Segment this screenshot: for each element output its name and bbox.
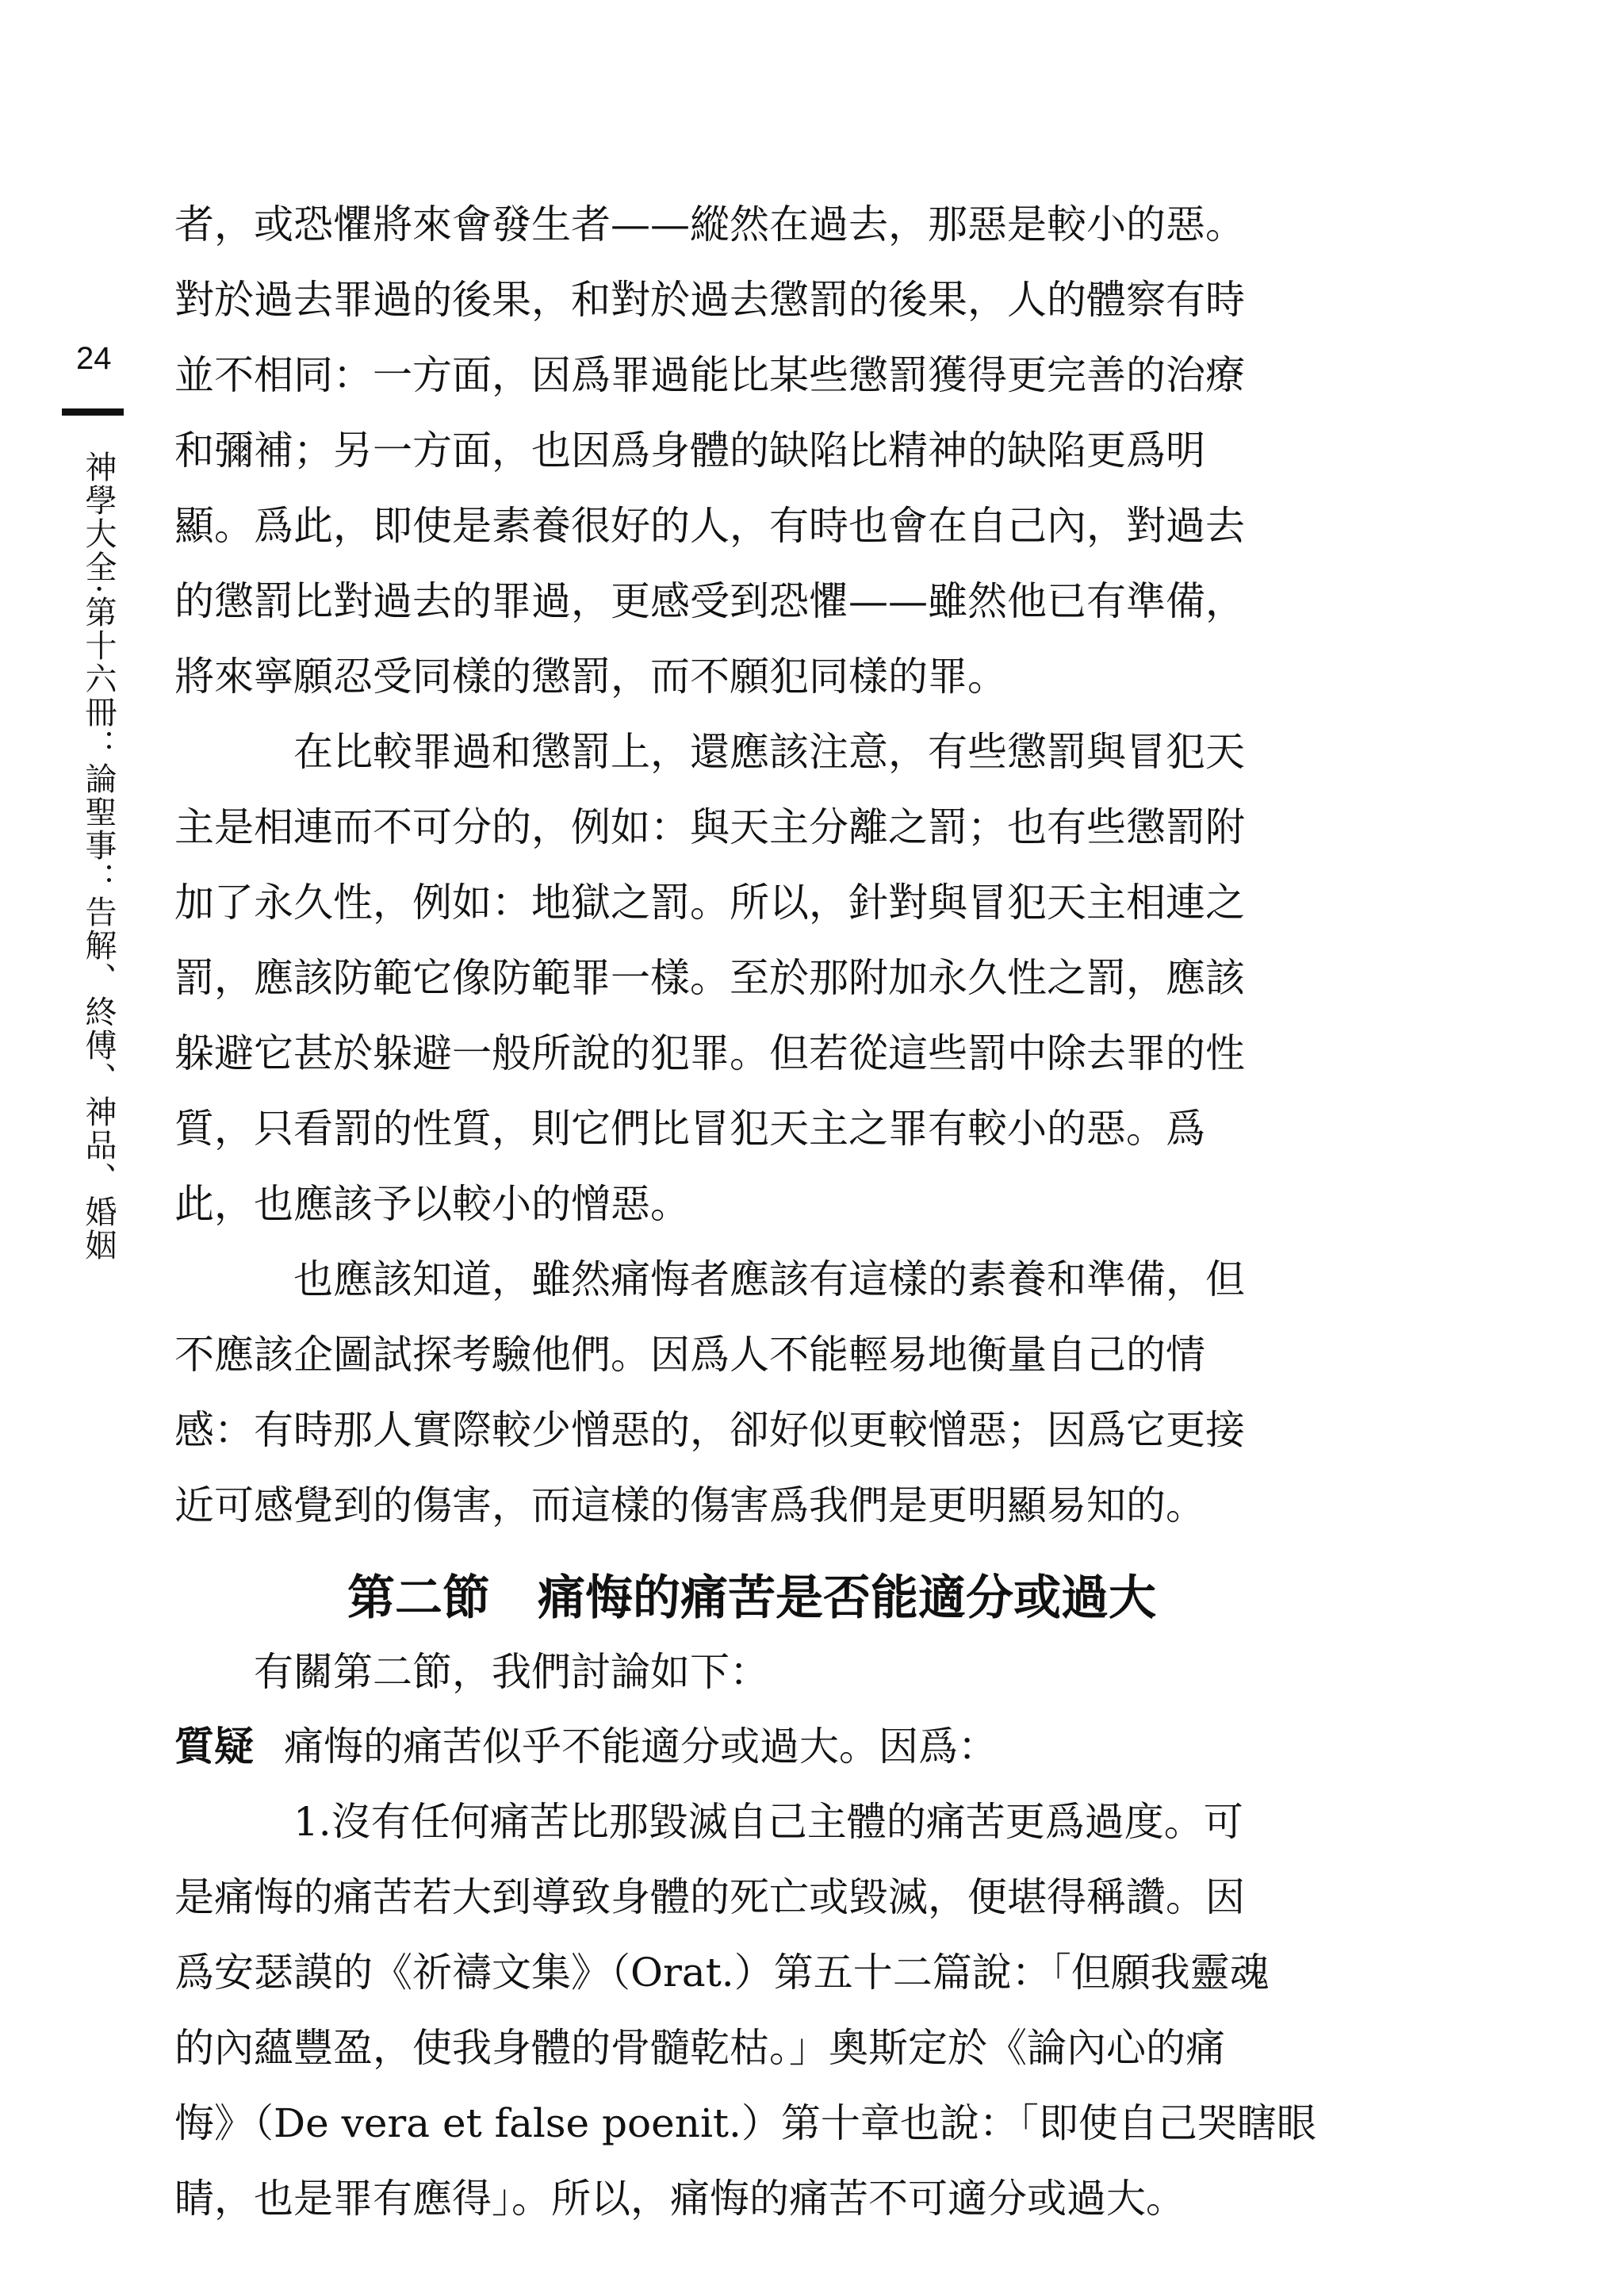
text-line: 罰，應該防範它像防範罪一樣。至於那附加永久性之罰，應該 <box>174 955 1245 1001</box>
text-line: 主是相連而不可分的，例如：與天主分離之罰；也有些懲罰附 <box>174 804 1245 850</box>
text-line: 躲避它甚於躲避一般所說的犯罪。但若從這些罰中除去罪的性 <box>174 1030 1245 1076</box>
text-line: 在比較罪過和懲罰上，還應該注意，有些懲罰與冒犯天 <box>293 729 1245 775</box>
section-heading <box>347 1560 1156 1628</box>
text-line: 也應該知道，雖然痛悔者應該有這樣的素養和準備，但 <box>293 1256 1245 1302</box>
text-line: 的懲罰比對過去的罪過，更感受到恐懼——雖然他已有準備， <box>174 578 1245 624</box>
section-title: 痛悔的痛苦是否能適分或過大 <box>538 1570 1156 1626</box>
text-line: 此，也應該予以較小的憎惡。 <box>174 1181 690 1227</box>
argument-line: 1.沒有任何痛苦比那毀滅自己主體的痛苦更爲過度。可 <box>293 1799 1243 1845</box>
query-label: 質疑 <box>174 1723 254 1770</box>
page-number: 24 <box>76 341 112 376</box>
argument-line: 睛，也是罪有應得」。所以，痛悔的痛苦不可適分或過大。 <box>174 2176 1185 2222</box>
argument-line: 悔》（De vera et false poenit.）第十章也說：「即使自己哭瞎眼 <box>174 2100 1316 2146</box>
text-line: 者，或恐懼將來會發生者——縱然在過去，那惡是較小的惡。 <box>174 201 1245 247</box>
argument-line: 的內蘊豐盈，使我身體的骨髓乾枯。」奧斯定於《論內心的痛 <box>174 2025 1225 2071</box>
running-head-rule <box>62 408 124 416</box>
text-line: 感：有時那人實際較少憎惡的，卻好似更較憎惡；因爲它更接 <box>174 1407 1245 1453</box>
text-line: 並不相同：一方面，因爲罪過能比某些懲罰獲得更完善的治療 <box>174 352 1245 398</box>
query-line <box>174 1723 1300 1770</box>
section-intro: 有關第二節，我們討論如下： <box>254 1649 769 1695</box>
text-line: 不應該企圖試探考驗他們。因爲人不能輕易地衡量自己的情 <box>174 1332 1205 1378</box>
text-line: 將來寧願忍受同樣的懲罰，而不願犯同樣的罪。 <box>174 654 1007 700</box>
section-number: 第二節 <box>347 1570 490 1626</box>
text-line: 顯。爲此，即使是素養很好的人，有時也會在自己內，對過去 <box>174 503 1245 549</box>
query-text: 痛悔的痛苦似乎不能適分或過大。因爲： <box>284 1724 998 1770</box>
text-line: 和彌補；另一方面，也因爲身體的缺陷比精神的缺陷更爲明 <box>174 428 1205 474</box>
text-line: 近可感覺到的傷害，而這樣的傷害爲我們是更明顯易知的。 <box>174 1482 1205 1528</box>
argument-line: 爲安瑟謨的《祈禱文集》（Orat.）第五十二篇說：「但願我靈魂 <box>174 1950 1270 1996</box>
text-line: 對於過去罪過的後果，和對於過去懲罰的後果，人的體察有時 <box>174 277 1245 323</box>
argument-line: 是痛悔的痛苦若大到導致身體的死亡或毀滅，便堪得稱讚。因 <box>174 1874 1245 1920</box>
running-head: 神學大全·第十六冊：論聖事：告解、終傅、神品、婚姻 <box>80 451 117 1262</box>
text-line: 質，只看罰的性質，則它們比冒犯天主之罪有較小的惡。爲 <box>174 1106 1205 1152</box>
text-line: 加了永久性，例如：地獄之罰。所以，針對與冒犯天主相連之 <box>174 880 1245 926</box>
